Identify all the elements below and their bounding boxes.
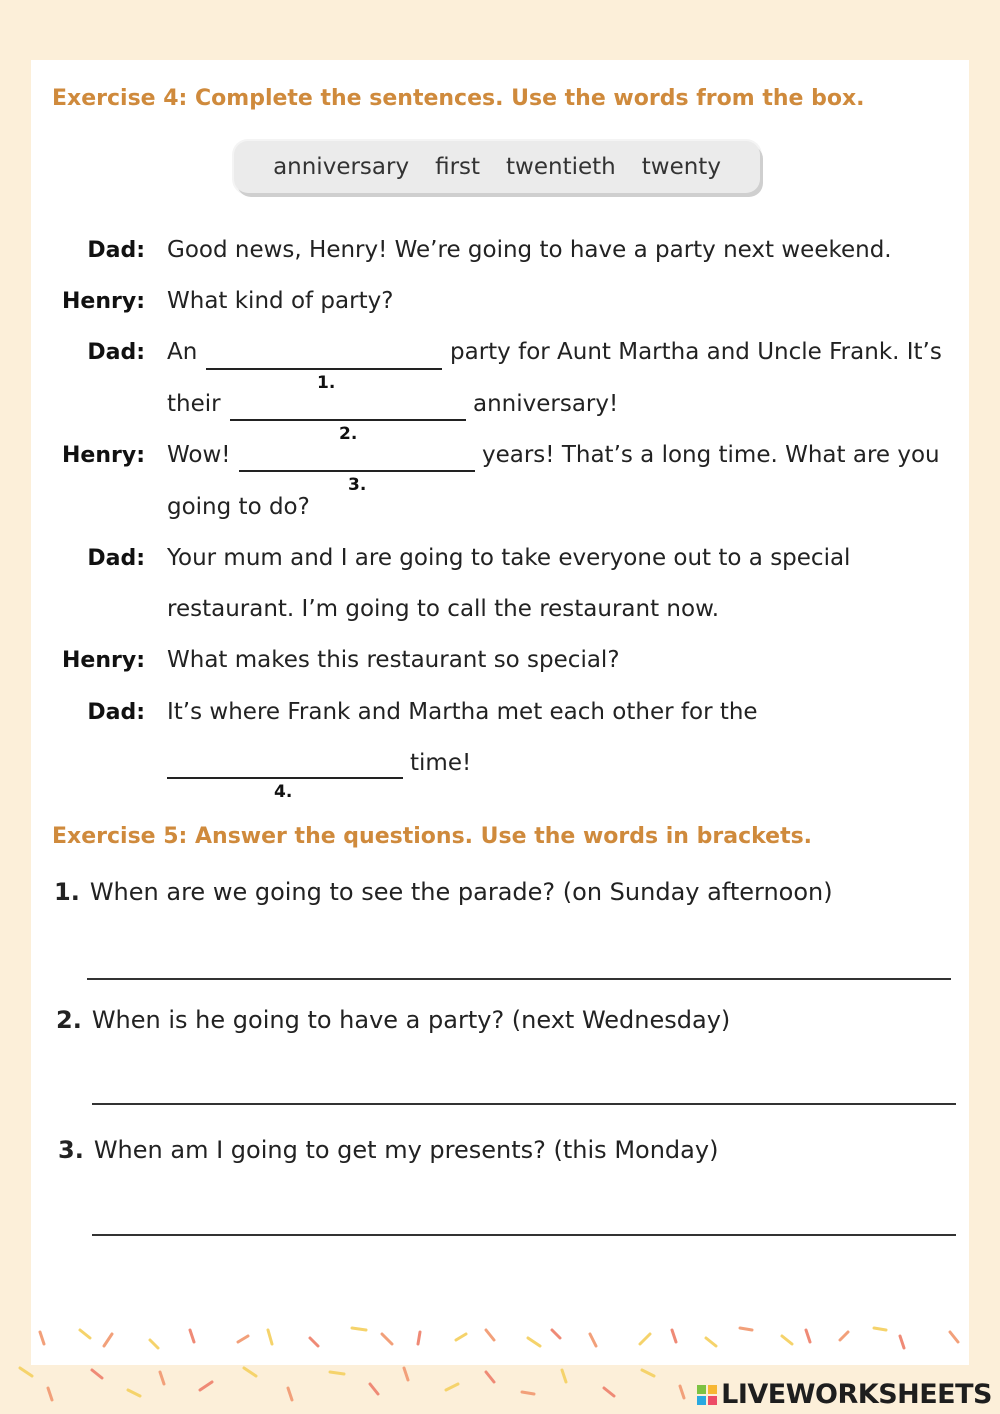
answer-line-3[interactable] xyxy=(92,1234,956,1236)
speaker-label: Dad: xyxy=(87,700,145,725)
speaker-label: Dad: xyxy=(87,340,145,365)
dialogue-line: What kind of party? xyxy=(167,288,394,314)
blank-number: 4. xyxy=(274,782,293,802)
dialogue-line: restaurant. I’m going to call the restaurant now. xyxy=(167,596,720,622)
exercise-4-title: Exercise 4: Complete the sentences. Use the words from the box. xyxy=(52,86,865,111)
dialogue-line: going to do? xyxy=(167,494,310,520)
word-box-item: first xyxy=(435,154,481,180)
blank-number: 1. xyxy=(317,373,336,393)
dialogue-line: Your mum and I are going to take everyone out to a special xyxy=(167,545,851,571)
word-box-item: twenty xyxy=(641,154,721,180)
word-box-item: anniversary xyxy=(273,154,410,180)
dialogue-text: anniversary! xyxy=(473,391,619,417)
question-text: When are we going to see the parade? (on Sunday afternoon) xyxy=(89,878,833,906)
brand-text: LIVEWORKSHEETS xyxy=(721,1379,992,1410)
question-number: 3. xyxy=(58,1136,84,1164)
dialogue-text: time! xyxy=(410,750,472,776)
question-text: When is he going to have a party? (next Wednesday) xyxy=(91,1006,731,1034)
question-3 xyxy=(58,1136,718,1164)
dialogue-line: Good news, Henry! We’re going to have a party next weekend. xyxy=(167,237,892,263)
question-number: 2. xyxy=(56,1006,82,1034)
dialogue-text: party for Aunt Martha and Uncle Frank. It’s xyxy=(450,339,942,365)
liveworksheets-logo xyxy=(697,1379,992,1410)
answer-line-1[interactable] xyxy=(87,978,951,980)
speaker-label: Henry: xyxy=(62,648,145,673)
speaker-label: Henry: xyxy=(62,289,145,314)
word-box xyxy=(234,141,760,193)
answer-line-2[interactable] xyxy=(92,1103,956,1105)
word-box-item: twentieth xyxy=(506,154,616,180)
dialogue-text: years! That’s a long time. What are you xyxy=(482,442,940,468)
blank-1[interactable] xyxy=(206,368,442,370)
speaker-label: Dad: xyxy=(87,238,145,263)
question-2 xyxy=(56,1006,730,1034)
speaker-label: Dad: xyxy=(87,546,145,571)
question-text: When am I going to get my presents? (this Monday) xyxy=(93,1136,719,1164)
question-number: 1. xyxy=(54,878,80,906)
speaker-label: Henry: xyxy=(62,443,145,468)
dialogue-line: What makes this restaurant so special? xyxy=(167,647,620,673)
logo-mark-icon xyxy=(697,1385,717,1405)
blank-number: 2. xyxy=(339,424,358,444)
dialogue-text: their xyxy=(167,391,221,417)
question-1 xyxy=(54,878,833,906)
dialogue-line: It’s where Frank and Martha met each other for the xyxy=(167,699,758,725)
dialogue-text: Wow! xyxy=(167,442,231,468)
blank-number: 3. xyxy=(348,475,367,495)
blank-2[interactable] xyxy=(230,419,466,421)
blank-3[interactable] xyxy=(239,470,475,472)
exercise-5-title: Exercise 5: Answer the questions. Use the words in brackets. xyxy=(52,824,813,849)
blank-4[interactable] xyxy=(167,777,403,779)
dialogue-text: An xyxy=(167,339,198,365)
